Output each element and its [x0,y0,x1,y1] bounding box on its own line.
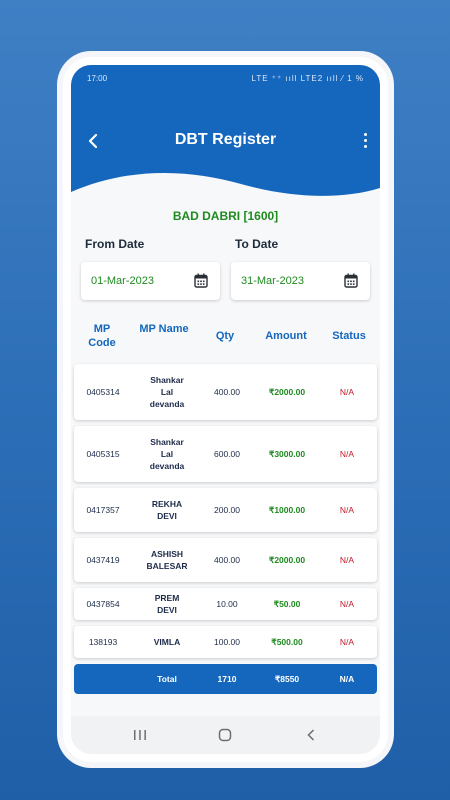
column-header-status: Status [332,330,366,342]
from-date-label: From Date [85,237,145,251]
mp-code-cell: 138193 [88,637,118,647]
recents-icon[interactable] [131,727,149,743]
total-amount: ₹8550 [274,674,300,684]
back-icon[interactable] [302,727,320,743]
status-cell: N/A [339,449,355,459]
qty-cell: 600.00 [214,449,240,459]
table-row[interactable] [74,588,377,620]
column-header-qty: Qty [215,330,235,342]
mp-name-cell: Shankar Lal devanda [149,375,185,409]
mp-name-cell: Shankar Lal devanda [149,437,185,471]
society-name: BAD DABRI [1600] [172,209,279,223]
qty-cell: 400.00 [214,555,240,565]
home-icon[interactable] [216,727,234,743]
status-time: 17:00 [87,73,108,83]
mp-code-cell: 0405314 [86,387,120,397]
total-status: N/A [339,674,355,684]
header-wave [71,170,380,210]
mp-code-cell: 0437854 [86,599,120,609]
app-header [71,65,380,200]
column-header-mp-name: MP Name [139,323,189,335]
amount-cell: ₹3000.00 [268,449,306,459]
back-button[interactable] [81,129,105,153]
mp-code-cell: 0405315 [86,449,120,459]
from-date-value: 01-Mar-2023 [91,275,154,287]
status-cell: N/A [339,387,355,397]
table-row[interactable] [74,364,377,420]
app-screen [71,65,380,754]
status-indicators: LTE ⁺⁺ ııll LTE2 ııll ⁄ 1 % [251,73,364,83]
calendar-icon[interactable] [194,273,208,288]
amount-cell: ₹1000.00 [268,505,306,515]
calendar-icon[interactable] [344,273,358,288]
table-row[interactable] [74,538,377,582]
amount-cell: ₹500.00 [271,637,303,647]
to-date-field[interactable] [231,262,370,300]
amount-cell: ₹50.00 [273,599,301,609]
qty-cell: 200.00 [214,505,240,515]
total-empty [74,664,132,694]
amount-cell: ₹2000.00 [268,387,306,397]
mp-name-cell: ASHISH BALESAR [146,549,188,571]
table-row[interactable] [74,488,377,532]
more-vertical-icon[interactable] [356,128,374,152]
to-date-label: To Date [235,237,279,251]
mp-code-cell: 0417357 [86,505,120,515]
column-header-amount: Amount [265,330,307,342]
from-date-field[interactable] [81,262,220,300]
android-nav-bar [71,716,380,754]
column-header-mp-code: MP Code [88,323,116,349]
mp-name-cell: REKHA DEVI [151,499,183,521]
status-cell: N/A [339,505,355,515]
status-cell: N/A [339,599,355,609]
qty-cell: 10.00 [216,599,238,609]
table-header [71,322,380,362]
mp-name-cell: VIMLA [153,637,181,647]
total-row [74,664,377,694]
back-arrow-icon [87,133,99,149]
amount-cell: ₹2000.00 [268,555,306,565]
page-title: DBT Register [174,131,277,148]
status-cell: N/A [339,637,355,647]
qty-cell: 400.00 [214,387,240,397]
qty-cell: 100.00 [214,637,240,647]
table-row[interactable] [74,426,377,482]
status-cell: N/A [339,555,355,565]
table-row[interactable] [74,626,377,658]
total-qty: 1710 [217,674,237,684]
total-label: Total [157,674,177,684]
mp-code-cell: 0437419 [86,555,120,565]
status-bar [87,71,364,85]
mp-name-cell: PREM DEVI [154,593,180,615]
phone-frame [63,57,388,762]
to-date-value: 31-Mar-2023 [241,275,304,287]
